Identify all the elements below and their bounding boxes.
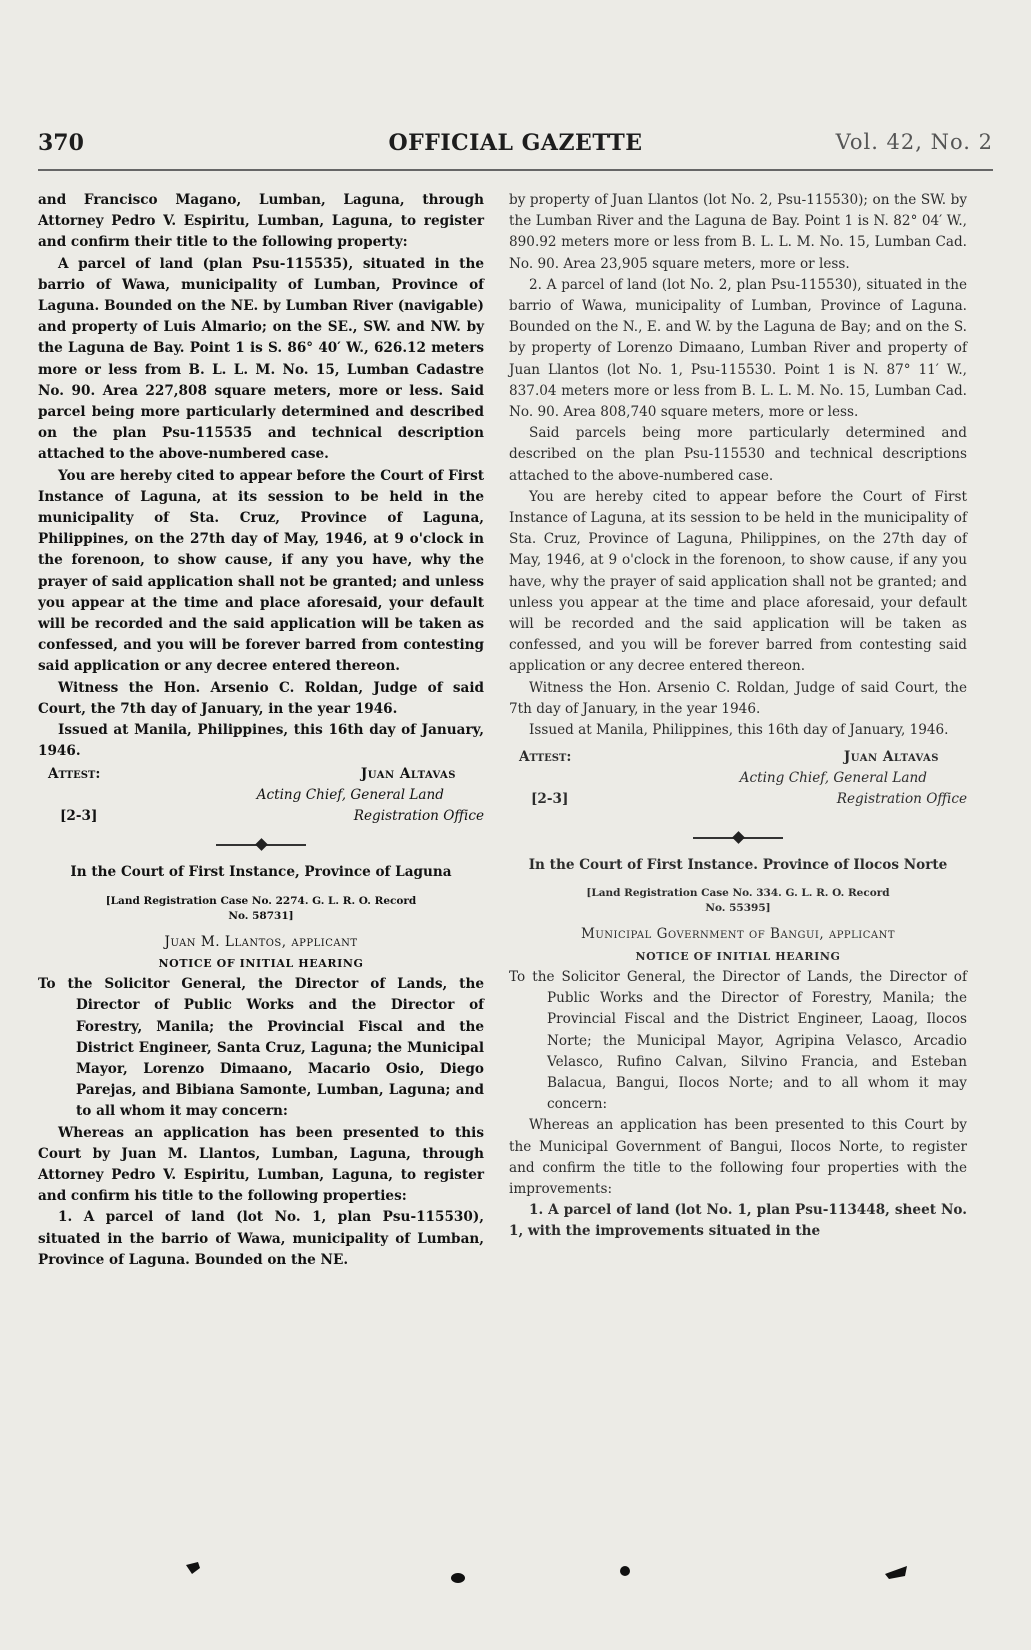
reference-number: [2-3] [60,808,98,825]
signer-name: Juan Altavas [843,749,939,766]
attest-label: Attest: [48,766,101,783]
ink-speck [451,1573,465,1583]
paragraph: Whereas an application has been presented to this Court by the Municipal Government of Bangui, Ilocos Norte, to register and confirm the title to the following four properties with the improvements: [509,1117,967,1197]
addressees: To the Solicitor General, the Director of Lands, the Director of Public Works and the Director of Forestry, Manila; the Provincial Fiscal and the District Engineer, Laoag, Ilocos Norte; the Municipal Mayor, Agripina Velasco, Arcadio Velasco, Rufino Calvan, Silvino Francia, and Esteban Balacua, Bangui, Ilocos Norte; and to all whom it may concern: [509,968,967,1113]
signer-office: Registration Office [836,791,967,808]
applicant-name: Municipal Government of Bangui, applicant [580,926,896,943]
reference-number: [2-3] [531,791,569,808]
paragraph: 1. A parcel of land (lot No. 1, plan Psu-115530), situated in the barrio of Wawa, municipality of Lumban, Province of Laguna. Bounded on the NE. [38,1209,484,1268]
ink-speck [186,1562,200,1574]
signer-office: Registration Office [353,808,484,825]
page-header [38,128,993,168]
page-number: 370 [38,130,84,156]
signer-title: Acting Chief, General Land [256,787,444,804]
attestation-block [509,747,967,817]
applicant-name: Juan M. Llantos, applicant [164,933,358,950]
court-heading: In the Court of First Instance. Province of Ilocos Norte [528,857,948,874]
right-column [509,190,967,1243]
volume-number: Vol. 42, No. 2 [835,130,993,154]
signer-title: Acting Chief, General Land [739,770,927,787]
paragraph: 1. A parcel of land (lot No. 1, plan Psu-113448, sheet No. 1, with the improvements situated in the [509,1202,967,1240]
paragraph: A parcel of land (plan Psu-115535), situated in the barrio of Wawa, municipality of Lumban, Province of Laguna. Bounded on the NE. by Lumban River (navigable) and property of Luis Almario; on the SE., SW. and NW. by the Laguna de Bay. Point 1 is S. 86° 40′ W., 626.12 meters more or less from B. L. L. M. No. 15, Lumban Cadastre No. 90. Area 227,808 square meters, more or less. Said parcel being more particularly determined and described on the plan Psu-115535 and technical description attached to the above-numbered case. [38,255,484,463]
record-number: No. 58731] [228,909,294,922]
paragraph: 2. A parcel of land (lot No. 2, plan Psu-115530), situated in the barrio of Wawa, municipality of Lumban, Province of Laguna. Bounded on the N., E. and W. by the Laguna de Bay; and on the S. by property of Lorenzo Dimaano, Lumban River and property of Juan Llantos (lot No. 1, Psu-115530. Point 1 is N. 87° 11′ W., 837.04 meters more or less from B. L. L. M. No. 15, Lumban Cad. No. 90. Area 808,740 square meters, more or less. [509,276,967,421]
paragraph: Said parcels being more particularly determined and described on the plan Psu-115530 and technical descriptions attached to the above-numbered case. [509,425,967,484]
paragraph: and Francisco Magano, Lumban, Laguna, through Attorney Pedro V. Espiritu, Lumban, Laguna, to register and confirm their title to the following property: [38,192,484,251]
record-number: No. 55395] [705,902,771,915]
section-divider [509,827,967,849]
paragraph: by property of Juan Llantos (lot No. 2, Psu-115530); on the SW. by the Lumban River and the Laguna de Bay. Point 1 is N. 82° 04′ W., 890.92 meters more or less from B. L. L. M. No. 15, Lumban Cad. No. 90. Area 23,905 square meters, more or less. [509,192,967,272]
case-number: [Land Registration Case No. 334. G. L. R. O. Record [586,887,890,900]
notice-title: NOTICE OF INITIAL HEARING [635,949,841,963]
attestation-block [38,764,484,834]
court-heading: In the Court of First Instance, Province of Laguna [70,864,452,881]
attest-label: Attest: [519,749,572,766]
paragraph: Witness the Hon. Arsenio C. Roldan, Judge of said Court, the 7th day of January, in the year 1946. [38,679,484,717]
publication-title: OFFICIAL GAZETTE [388,130,643,156]
header-rule [38,169,993,171]
notice-title: NOTICE OF INITIAL HEARING [158,956,364,970]
paragraph: Issued at Manila, Philippines, this 16th day of January, 1946. [38,722,484,760]
left-column [38,190,484,1271]
case-number: [Land Registration Case No. 2274. G. L. R. O. Record [105,894,417,907]
signer-name: Juan Altavas [360,766,456,783]
paragraph: Whereas an application has been presented to this Court by Juan M. Llantos, Lumban, Laguna, through Attorney Pedro V. Espiritu, Lumban, Laguna, to register and confirm his title to the following properties: [38,1124,484,1205]
section-divider [38,834,484,856]
ink-speck [620,1566,630,1576]
paragraph: You are hereby cited to appear before the Court of First Instance of Laguna, at its session to be held in the municipality of Sta. Cruz, Province of Laguna, Philippines, on the 27th day of May, 1946, at 9 o'clock in the forenoon, to show cause, if any you have, why the prayer of said application shall not be granted; and unless you appear at the time and place aforesaid, your default will be recorded and the said application will be taken as confessed, and you will be forever barred from contesting said application or any decree entered thereon. [38,467,484,675]
paragraph: Issued at Manila, Philippines, this 16th day of January, 1946. [529,722,949,739]
ink-speck [885,1566,907,1579]
addressees: To the Solicitor General, the Director of Lands, the Director of Public Works and the Director of Forestry, Manila; the Provincial Fiscal and the District Engineer, Santa Cruz, Laguna; the Municipal Mayor, Lorenzo Dimaano, Macario Osio, Diego Parejas, and Bibiana Samonte, Lumban, Laguna; and to all whom it may concern: [38,976,484,1120]
paragraph: You are hereby cited to appear before the Court of First Instance of Laguna, at its session to be held in the municipality of Sta. Cruz, Province of Laguna, Philippines, on the 27th day of May, 1946, at 9 o'clock in the forenoon, to show cause, if any you have, why the prayer of said application shall not be granted; and unless you appear at the time and place aforesaid, your default will be recorded and the said application will be taken as confessed, and you will be forever barred from contesting said application or any decree entered thereon. [509,488,967,675]
paragraph: Witness the Hon. Arsenio C. Roldan, Judge of said Court, the 7th day of January, in the year 1946. [509,679,967,717]
